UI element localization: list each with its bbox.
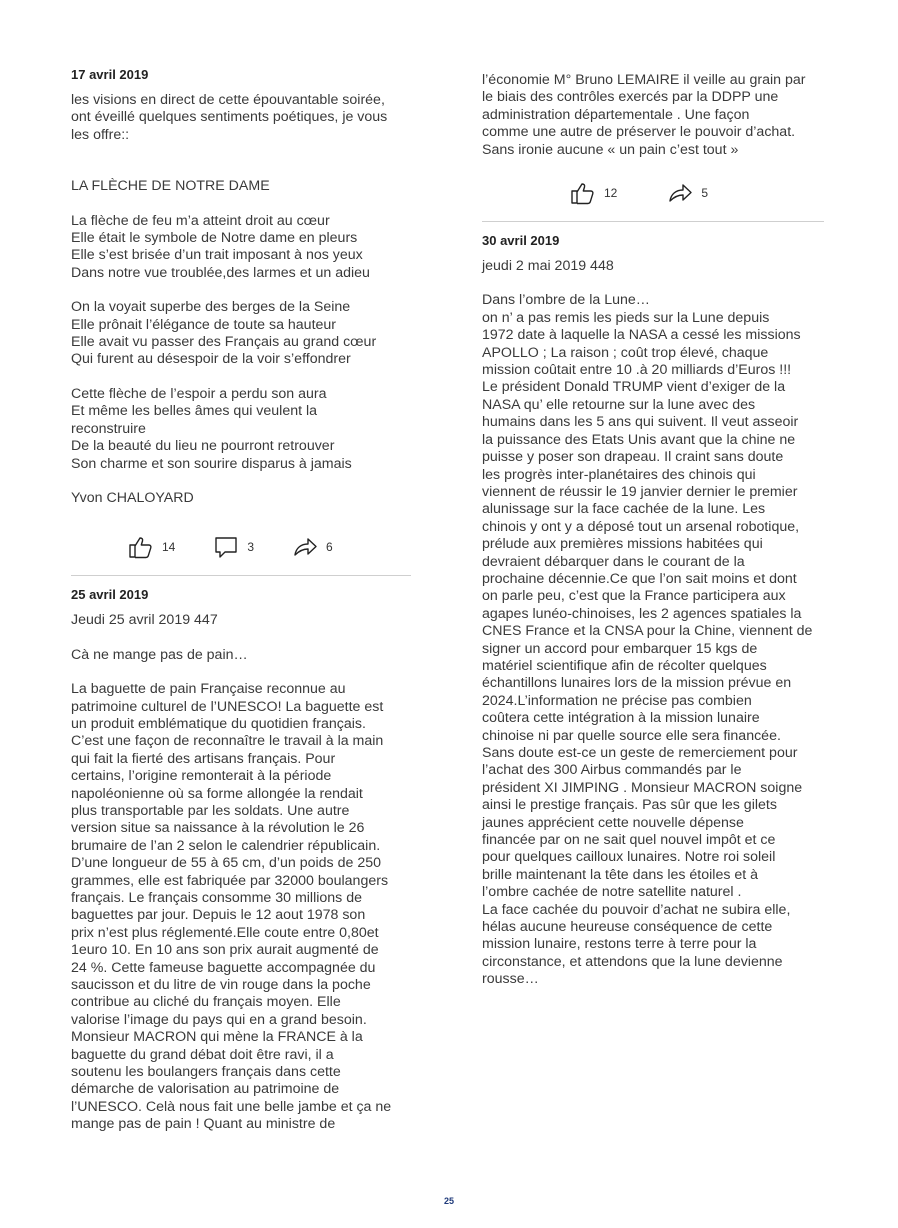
post-intro: les visions en direct de cette épouvantable soirée, ont éveillé quelques sentiments poétiques, je vous les offre::: [71, 92, 388, 143]
post-date: 17 avril 2019: [71, 67, 149, 82]
like-count: 14: [162, 540, 176, 555]
share-button[interactable]: [292, 535, 333, 559]
left-column: [71, 66, 411, 1134]
share-count: 6: [326, 540, 333, 555]
like-count: 12: [604, 186, 618, 201]
post-actions: [482, 173, 824, 213]
like-button[interactable]: [128, 535, 175, 559]
share-icon: [667, 181, 693, 205]
post-date: 30 avril 2019: [482, 233, 560, 249]
post-heading: Cà ne mange pas de pain…: [71, 646, 248, 663]
post-divider: [71, 575, 411, 576]
share-button[interactable]: [667, 181, 708, 205]
post-subtitle: Jeudi 25 avril 2019 447: [71, 612, 218, 629]
post-date: 25 avril 2019: [71, 587, 149, 603]
thumbs-up-icon: [128, 535, 154, 559]
comment-icon: [213, 535, 239, 559]
post-subtitle: jeudi 2 mai 2019 448: [482, 258, 614, 275]
thumbs-up-icon: [570, 181, 596, 205]
comment-button[interactable]: [213, 535, 254, 559]
poem-stanza: La flèche de feu m’a atteint droit au cœur Elle était le symbole de Notre dame en pleurs Elle s’est brisée d’un trait imposant à nos yeux Dans notre vue troublée,des larmes et un adieu: [71, 212, 370, 281]
post-body: La baguette de pain Française reconnue au patrimoine culturel de l’UNESCO! La baguette est un produit emblématique du quotidien français. C’est une façon de reconnaître le travail à la main qui fait la fierté des artisans français. Pour certains, l’origine remonterait à la période napoléonienne où sa forme allongée la rendait plus transportable par les soldats. Une autre version situe sa naissance à la révolution le 26 brumaire de l’an 2 selon le calendrier républicain. D’une longueur de 55 à 65 cm, d’un poids de 250 grammes, elle est fabriquée par 32000 boulangers français. Le français consomme 30 millions de baguettes par jour. Depuis le 12 aout 1978 son prix n’est plus réglementé.Elle coute entre 0,80et 1euro 10. En 10 ans son prix aurait augmenté de 24 %. Cette fameuse baguette accompagnée du saucisson et du litre de vin rouge dans la poche contribue au cliché du français moyen. Elle valorise l’image du pays qui en a grand besoin. Monsieur MACRON qui mène la FRANCE à la baguette du grand débat doit être ravi, il a soutenu les boulangers français dans cette démarche de valorisation au patrimoine de l’UNESCO. Celà nous fait une belle jambe et ça ne mange pas de pain ! Quant au ministre de: [71, 681, 392, 1133]
right-column: [482, 72, 824, 989]
poem-title: LA FLÈCHE DE NOTRE DAME: [71, 178, 270, 195]
post-divider: [482, 221, 824, 222]
comment-count: 3: [247, 540, 255, 555]
poem-stanza: On la voyait superbe des berges de la Seine Elle prônait l’élégance de toute sa hauteur Elle avait vu passer des Français au grand cœur Qui furent au désespoir de la voir s’effondrer: [71, 299, 377, 368]
post-body: Dans l’ombre de la Lune… on n’ a pas remis les pieds sur la Lune depuis 1972 date à laquelle la NASA a cessé les missions APOLLO ; La raison ; coût trop élevé, chaque mission coûtait entre 10 .à 20 milliards d’Euros !!! Le président Donald TRUMP vient d’exiger de la NASA qu’ elle retourne sur la lune avec des humains dans les 5 ans qui suivent. Il veut asseoir la puissance des Etats Unis avant que la chine ne puisse y poser son drapeau. Il craint sans doute les progrès inter-planétaires des chinois qui viennent de réussir le 19 janvier dernier le premier alunissage sur la face cachée de la lune. Les chinois y ont y a déposé tout un arsenal robotique, prélude aux premières missions habitées qui devraient débarquer dans le courant de la prochaine décennie.Ce que l’on sait moins et dont on parle peu, c’est que la France participera aux agapes lunéo-chinoises, les 2 agences spatiales la CNES France et la CNSA pour la Chine, viennent de signer un accord pour embarquer 15 kgs de matériel scientifique afin de récolter quelques échantillons lunaires lors de la mission prévue en 2024.L’information ne précise pas combien coûtera cette intégration à la mission lunaire chinoise ni par quelle source elle sera financée. Sans doute est-ce un geste de remerciement pour l’achat des 300 Airbus commandés par le président XI JIMPING . Monsieur MACRON soigne ainsi le prestige français. Pas sûr que les gilets jaunes apprécient cette nouvelle dépense financée par on ne sait quel nouvel impôt et ce pour quelques cailloux lunaires. Notre roi soleil brille maintenant la tête dans les étoiles et à l’ombre cachée de notre satellite naturel . La face cachée du pouvoir d’achat ne subira elle, hélas aucune heureuse conséquence de cette mission lunaire, restons terre à terre pour la circonstance, et attendons que la lune devienne rousse…: [482, 292, 813, 988]
post-body-continued: l’économie M° Bruno LEMAIRE il veille au grain par le biais des contrôles exercés par la DDPP une administration départementale . Une façon comme une autre de préserver le pouvoir d’achat. Sans ironie aucune « un pain c’est tout »: [482, 72, 806, 158]
poem-signature: Yvon CHALOYARD: [71, 489, 194, 506]
poem-stanza: Cette flèche de l’espoir a perdu son aura Et même les belles âmes qui veulent la reconstruire De la beauté du lieu ne pourront retrouver Son charme et son sourire disparus à jamais: [71, 385, 352, 472]
post-actions: [71, 527, 411, 567]
share-count: 5: [701, 186, 709, 201]
like-button[interactable]: [570, 181, 617, 205]
share-icon: [292, 535, 318, 559]
page-number: 25: [443, 1196, 454, 1206]
